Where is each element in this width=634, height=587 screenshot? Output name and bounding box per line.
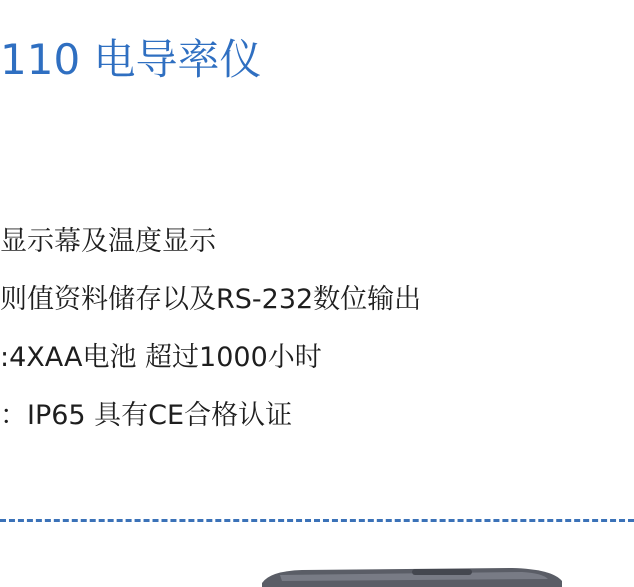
feature-item: 则值资料储存以及RS-232数位输出	[0, 284, 422, 315]
page-title: 110 电导率仪	[0, 35, 262, 84]
device-button	[412, 569, 472, 575]
feature-item: ：IP65 具有CE合格认证	[0, 400, 293, 431]
dashed-divider	[0, 519, 634, 522]
feature-list	[0, 213, 421, 445]
feature-item: :4XAA电池 超过1000小时	[0, 342, 322, 373]
device-image	[262, 561, 562, 587]
feature-item: 显示幕及温度显示	[0, 226, 216, 257]
